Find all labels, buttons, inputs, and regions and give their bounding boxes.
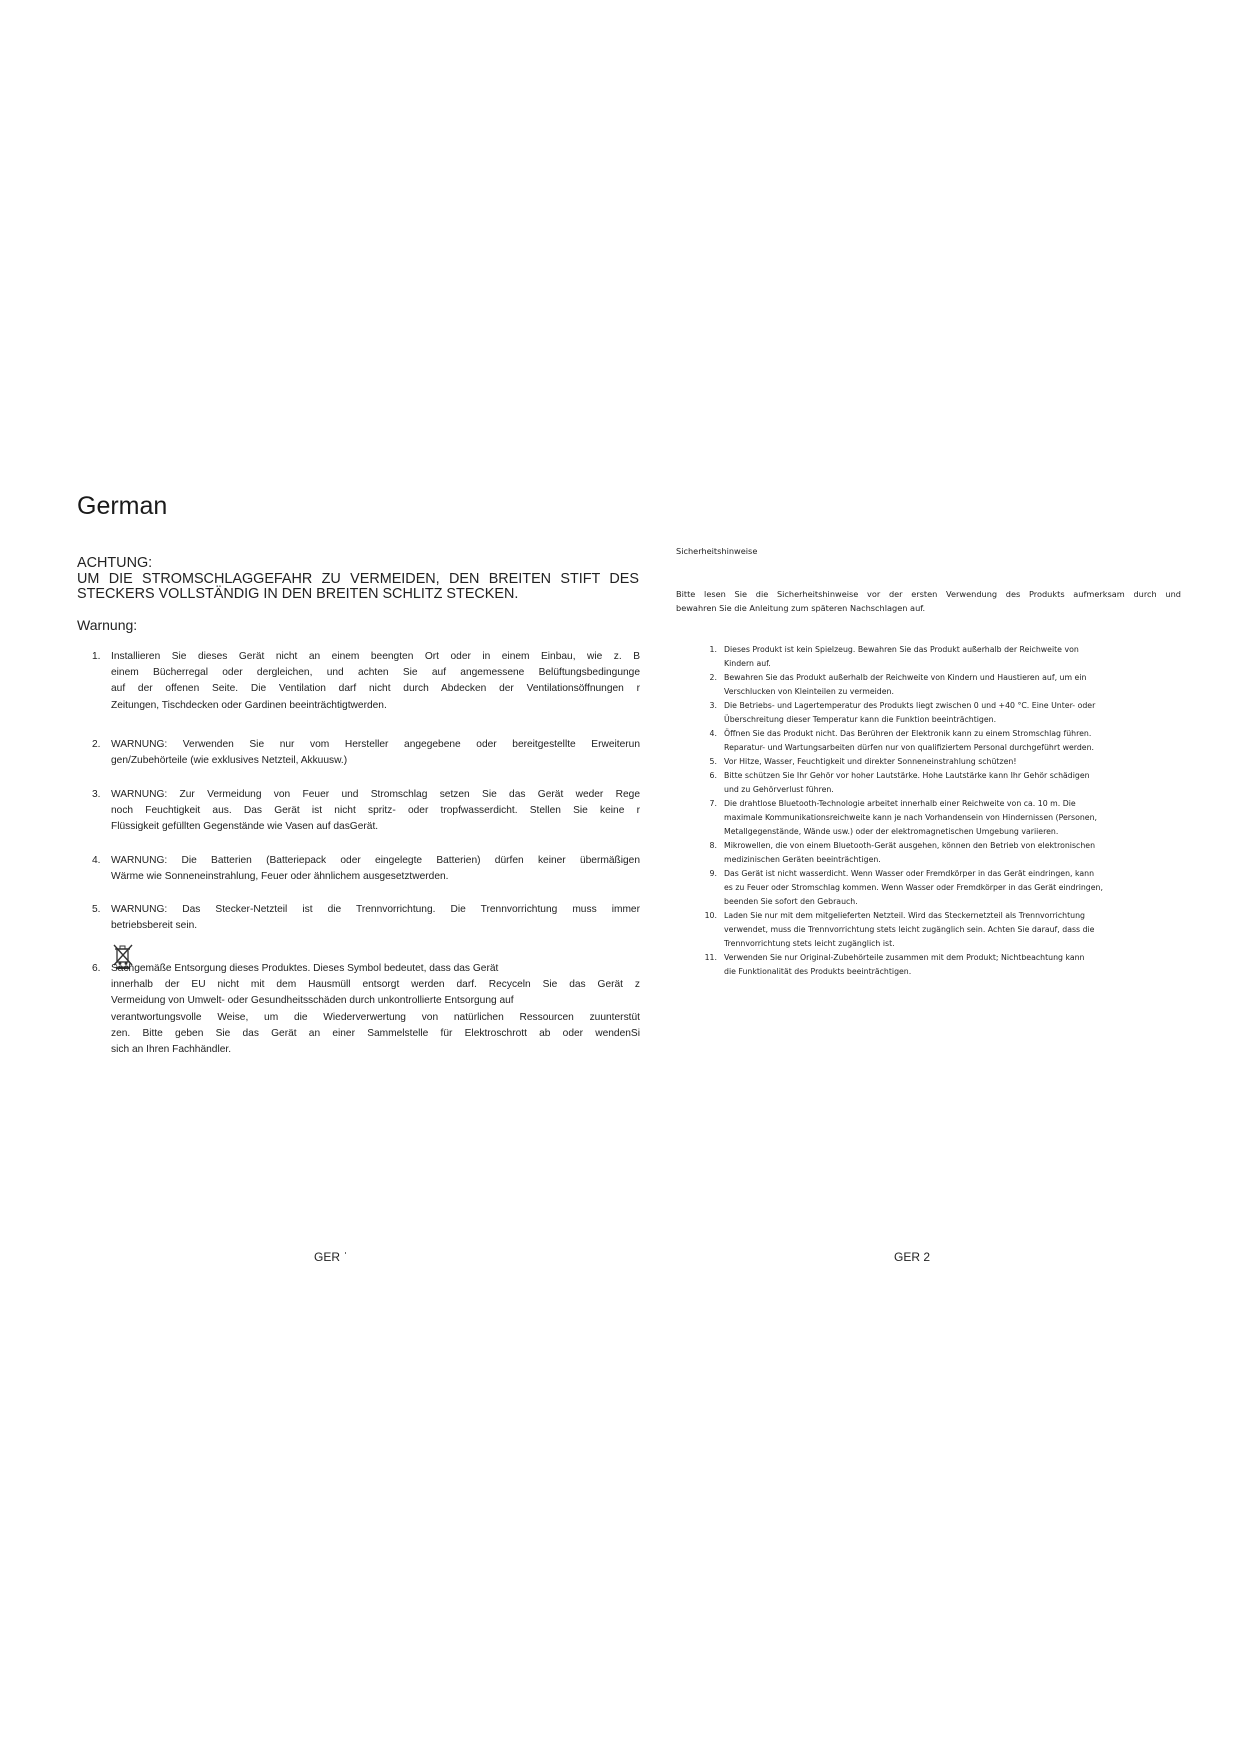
item-line: beenden Sie sofort den Gebrauch. <box>724 897 858 906</box>
safety-item-5 <box>700 755 1220 769</box>
item-number: 5. <box>92 904 101 915</box>
item-line: Mikrowellen, die von einem Bluetooth-Gerät ausgehen, können den Betrieb von elektronischen <box>724 841 1096 850</box>
item-line: Verwenden Sie nur Original-Zubehörteile zusammen mit dem Produkt; Nichtbeachtung kann <box>724 953 1085 962</box>
warning-item-1 <box>92 649 640 714</box>
item-number: 4. <box>92 855 101 866</box>
item-line: WARNUNG: Verwenden Sie nur vom Hersteller angegebene oder bereitgestellte Erweiterun <box>111 739 640 750</box>
safety-item-11 <box>700 951 1220 979</box>
item-line: Installieren Sie dieses Gerät nicht an einem beengten Ort oder in einem Einbau, wie z. B <box>111 651 640 662</box>
item-line: Wärme wie Sonneneinstrahlung, Feuer oder ähnlichem ausgesetztwerden. <box>111 871 449 883</box>
item-line: Flüssigkeit gefüllten Gegenstände wie Vasen auf dasGerät. <box>111 821 379 833</box>
warning-item-5 <box>92 902 640 934</box>
item-line: Vermeidung von Umwelt- oder Gesundheitsschäden durch unkontrollierte Entsorgung auf <box>111 995 514 1007</box>
safety-item-3 <box>700 699 1220 727</box>
item-line: Bitte schützen Sie Ihr Gehör vor hoher Lautstärke. Hohe Lautstärke kann Ihr Gehör schädigen <box>724 771 1090 780</box>
warning-item-6 <box>92 961 640 1058</box>
item-number: 9. <box>709 869 717 878</box>
item-line: Sachgemäße Entsorgung dieses Produktes. Dieses Symbol bedeutet, dass das Gerät <box>111 963 499 974</box>
safety-item-9 <box>700 867 1220 909</box>
item-line: verwendet, muss die Trennvorrichtung stets leicht zugänglich sein. Achten Sie darauf, dass die <box>724 925 1095 934</box>
item-number: 5. <box>709 757 717 766</box>
safety-item-10 <box>700 909 1220 951</box>
item-line: sich an Ihren Fachhändler. <box>111 1044 232 1056</box>
item-number: 6. <box>709 771 717 780</box>
item-line: innerhalb der EU nicht mit dem Hausmüll entsorgt werden darf. Recyceln Sie das Gerät z <box>111 979 640 991</box>
safety-item-7 <box>700 797 1220 839</box>
safety-item-1 <box>700 643 1220 671</box>
item-number: 3. <box>709 701 717 710</box>
item-line: Bewahren Sie das Produkt außerhalb der Reichweite von Kindern und Haustieren auf, um ein <box>724 673 1087 682</box>
safety-heading: Sicherheitshinweise <box>676 546 758 556</box>
item-line: WARNUNG: Das Stecker-Netzteil ist die Trennvorrichtung. Die Trennvorrichtung muss immer <box>111 904 640 915</box>
item-line: Dieses Produkt ist kein Spielzeug. Bewahren Sie das Produkt außerhalb der Reichweite von <box>724 645 1079 654</box>
safety-item-8 <box>700 839 1220 867</box>
safety-intro <box>676 587 1181 615</box>
item-line: Die Betriebs- und Lagertemperatur des Produkts liegt zwischen 0 und +40 °C. Eine Unter- oder <box>724 701 1096 710</box>
page-footer-right: GER 2 <box>894 1250 931 1264</box>
page-footer-left: GER ˈ <box>314 1250 348 1264</box>
item-line: WARNUNG: Zur Vermeidung von Feuer und Stromschlag setzen Sie das Gerät weder Rege <box>111 789 640 800</box>
achtung-warning <box>77 556 639 603</box>
item-number: 8. <box>709 841 717 850</box>
item-line: WARNUNG: Die Batterien (Batteriepack oder eingelegte Batterien) dürfen keiner übermäßigen <box>111 855 640 866</box>
item-line: zen. Bitte geben Sie das Gerät an einer Sammelstelle für Elektroschrott ab oder wendenSi <box>111 1027 640 1039</box>
intro-line: Bitte lesen Sie die Sicherheitshinweise vor der ersten Verwendung des Produkts aufmerksam durch und <box>676 589 1181 599</box>
item-number: 1. <box>709 645 717 654</box>
item-line: noch Feuchtigkeit aus. Das Gerät ist nicht spritz- oder tropfwasserdicht. Stellen Sie keine r <box>111 805 640 817</box>
safety-item-4 <box>700 727 1220 755</box>
warning-item-3 <box>92 787 640 836</box>
item-line: Trennvorrichtung stets leicht zugänglich ist. <box>724 939 895 948</box>
item-line: medizinischen Geräten beeinträchtigen. <box>724 855 881 864</box>
item-line: es zu Feuer oder Stromschlag kommen. Wenn Wasser oder Fremdkörper in das Gerät eindringen, <box>724 883 1103 892</box>
item-line: Laden Sie nur mit dem mitgelieferten Netzteil. Wird das Steckernetzteil als Trennvorrichtung <box>724 911 1085 920</box>
item-line: gen/Zubehörteile (wie exklusives Netzteil, Akkuusw.) <box>111 755 348 767</box>
item-line: auf der offenen Seite. Die Ventilation darf nicht durch Abdecken der Ventilationsöffnungen r <box>111 683 640 695</box>
safety-item-6 <box>700 769 1220 797</box>
achtung-line: ACHTUNG: <box>77 555 153 571</box>
item-number: 11. <box>704 953 717 962</box>
item-line: Zeitungen, Tischdecken oder Gardinen beeinträchtigtwerden. <box>111 699 387 711</box>
item-line: Vor Hitze, Wasser, Feuchtigkeit und direkter Sonneneinstrahlung schützen! <box>724 757 1017 766</box>
item-line: maximale Kommunikationsreichweite kann je nach Vorhandensein von Hindernissen (Personen, <box>724 813 1097 822</box>
item-line: Öffnen Sie das Produkt nicht. Das Berühren der Elektronik kann zu einem Stromschlag führen. <box>724 729 1092 738</box>
item-line: Reparatur- und Wartungsarbeiten dürfen nur von qualifiziertem Personal durchgeführt werden. <box>724 743 1095 752</box>
item-number: 4. <box>709 729 717 738</box>
page-title: German <box>77 492 168 520</box>
achtung-line: UM DIE STROMSCHLAGGEFAHR ZU VERMEIDEN, DEN BREITEN STIFT DES <box>77 570 639 587</box>
item-line: einem Bücherregal oder dergleichen, und achten Sie auf angemessene Belüftungsbedingunge <box>111 667 640 679</box>
safety-list <box>700 643 1220 979</box>
item-line: Kindern auf. <box>724 659 771 668</box>
item-line: verantwortungsvolle Weise, um die Wiederverwertung von natürlichen Ressourcen zuunterstüt <box>111 1011 640 1023</box>
item-line: und zu Gehörverlust führen. <box>724 785 834 794</box>
item-line: Verschlucken von Kleinteilen zu vermeiden. <box>724 687 894 696</box>
safety-item-2 <box>700 671 1220 699</box>
item-number: 3. <box>92 789 101 800</box>
item-number: 2. <box>709 673 717 682</box>
item-number: 2. <box>92 739 101 750</box>
item-number: 10. <box>704 911 717 920</box>
warning-item-4 <box>92 853 640 885</box>
item-line: Das Gerät ist nicht wasserdicht. Wenn Wasser oder Fremdkörper in das Gerät eindringen, kann <box>724 869 1095 878</box>
item-number: 7. <box>709 799 717 808</box>
item-line: Metallgegenstände, Wände usw.) oder der elektromagnetischen Umgebung variieren. <box>724 827 1059 836</box>
warning-item-2 <box>92 737 640 769</box>
warnung-heading: Warnung: <box>77 617 138 633</box>
item-number: 6. <box>92 963 101 974</box>
item-line: betriebsbereit sein. <box>111 920 198 932</box>
intro-line: bewahren Sie die Anleitung zum späteren Nachschlagen auf. <box>676 603 926 613</box>
item-line: Überschreitung dieser Temperatur kann die Funktion beeinträchtigen. <box>724 715 997 724</box>
item-line: Die drahtlose Bluetooth-Technologie arbeitet innerhalb einer Reichweite von ca. 10 m. Die <box>724 799 1076 808</box>
item-line: die Funktionalität des Produkts beeinträchtigen. <box>724 967 912 976</box>
right-page <box>640 0 1241 1754</box>
achtung-line: STECKERS VOLLSTÄNDIG IN DEN BREITEN SCHLITZ STECKEN. <box>77 586 519 602</box>
item-number: 1. <box>92 651 101 662</box>
